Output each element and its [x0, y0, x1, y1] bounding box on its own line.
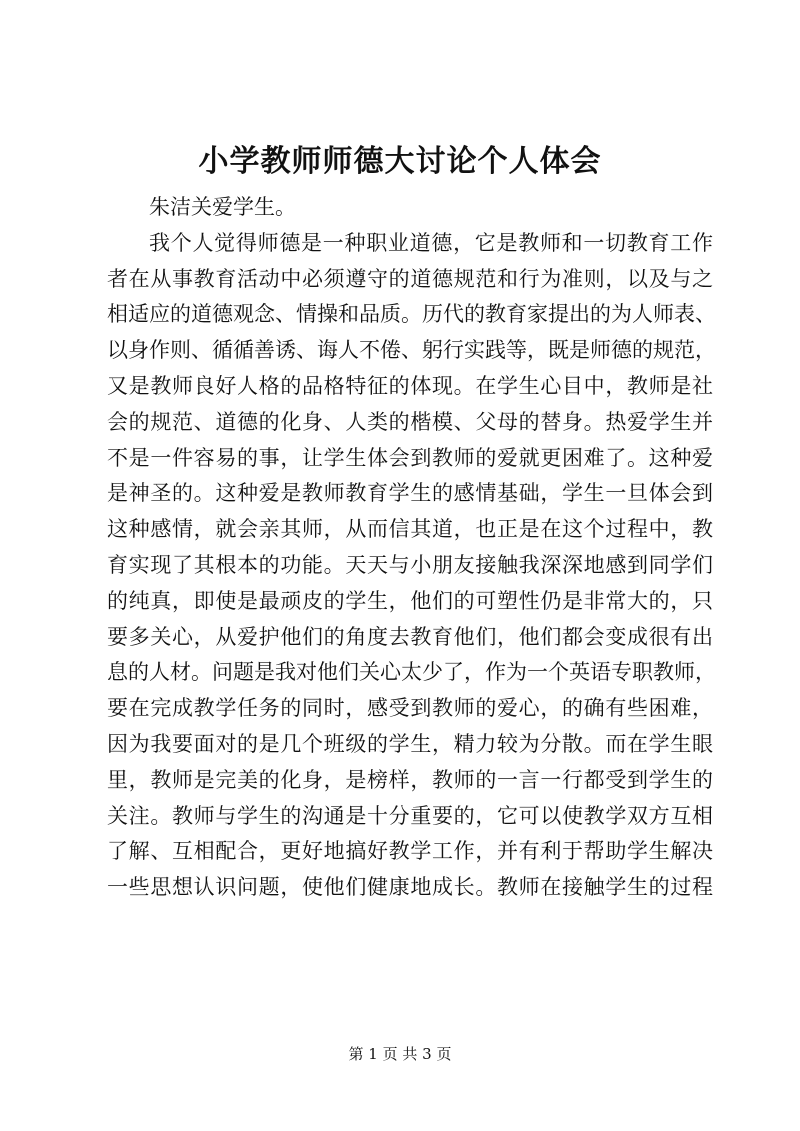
body-line: 这种感情，就会亲其师，从而信其道，也正是在这个过程中，教: [107, 517, 713, 542]
body-line: 育实现了其根本的功能。天天与小朋友接触我深深地感到同学们: [107, 552, 713, 577]
body-line: 不是一件容易的事，让学生体会到教师的爱就更困难了。这种爱: [107, 445, 713, 470]
page-footer: 第 1 页 共 3 页: [348, 1045, 452, 1063]
body-line: 一些思想认识问题，使他们健康地成长。教师在接触学生的过程: [107, 875, 713, 900]
document-body: [107, 190, 716, 906]
body-line: 要多关心，从爱护他们的角度去教育他们，他们都会变成很有出: [107, 624, 713, 649]
body-line: 以身作则、循循善诱、诲人不倦、躬行实践等，既是师德的规范，: [107, 338, 716, 363]
body-line: 因为我要面对的是几个班级的学生，精力较为分散。而在学生眼: [107, 731, 713, 756]
body-line: 是神圣的。这种爱是教师教育学生的感情基础，学生一旦体会到: [107, 481, 713, 506]
body-line: 里，教师是完美的化身，是榜样，教师的一言一行都受到学生的: [107, 767, 713, 792]
body-line: 要在完成教学任务的同时，感受到教师的爱心，的确有些困难，: [107, 696, 713, 721]
body-line: 会的规范、道德的化身、人类的楷模、父母的替身。热爱学生并: [107, 409, 713, 434]
body-line: 相适应的道德观念、情操和品质。历代的教育家提出的为人师表、: [107, 302, 716, 327]
body-line: 的纯真，即使是最顽皮的学生，他们的可塑性仍是非常大的，只: [107, 588, 713, 613]
body-line: 朱洁关爱学生。: [149, 195, 296, 219]
body-line: 者在从事教育活动中必须遵守的道德规范和行为准则，以及与之: [107, 266, 713, 291]
body-line: 关注。教师与学生的沟通是十分重要的，它可以使教学双方互相: [107, 803, 713, 828]
document-title: 小学教师师德大讨论个人体会: [198, 144, 602, 179]
body-line: 了解、互相配合，更好地搞好教学工作，并有利于帮助学生解决: [107, 839, 713, 864]
body-line: 我个人觉得师德是一种职业道德，它是教师和一切教育工作: [149, 230, 713, 255]
body-line: 又是教师良好人格的品格特征的体现。在学生心目中，教师是社: [107, 373, 713, 398]
body-line: 息的人材。问题是我对他们关心太少了，作为一个英语专职教师，: [107, 660, 716, 685]
